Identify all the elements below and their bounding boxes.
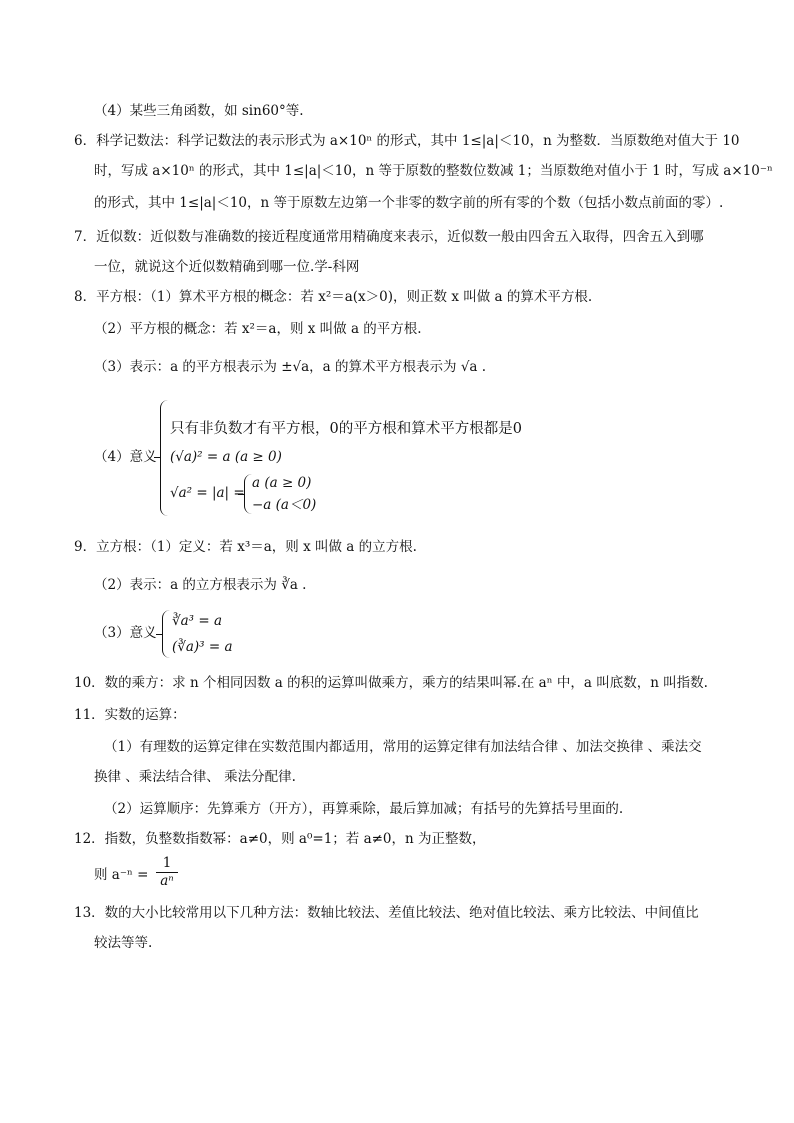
item-8-notation: （3）表示：a 的平方根表示为 ±√a，a 的算术平方根表示为 √a .	[94, 359, 487, 375]
meaning-line-1: 只有非负数才有平方根，0的平方根和算术平方根都是0	[170, 421, 522, 437]
meaning-line-2: (√a)² = a (a ≥ 0)	[170, 449, 282, 465]
cube-meaning-2: (∛a)³ = a	[172, 639, 233, 655]
fraction-numerator: 1	[162, 855, 172, 871]
item-6-line-2: 时，写成 a×10ⁿ 的形式，其中 1≤|a|＜10，n 等于原数的整数位数减 1；当原数绝对值小于 1 时，写成 a×10⁻ⁿ	[94, 163, 773, 179]
item-6-scientific-notation: 6．科学记数法：科学记数法的表示形式为 a×10ⁿ 的形式，其中 1≤|a|＜10，n 为整数．当原数绝对值大于 10	[74, 133, 740, 149]
item-12-exponents: 12．指数，负整数指数幂：a≠0，则 a⁰=1；若 a≠0，n 为正整数，	[74, 831, 486, 847]
cube-brace-tip	[156, 634, 162, 635]
item-11-laws: （1）有理数的运算定律在实数范围内都适用，常用的运算定律有加法结合律 、加法交换律 、乘法交	[104, 739, 702, 755]
meaning-brace-tip	[154, 457, 160, 458]
meaning-line-3: √a² = |a| =	[170, 485, 245, 501]
abs-brace-tip	[238, 494, 244, 495]
abs-case-1: a (a ≥ 0)	[252, 475, 312, 491]
item-6-line-3: 的形式，其中 1≤|a|＜10，n 等于原数左边第一个非零的数字前的所有零的个数（包括小数点前面的零）.	[94, 195, 724, 211]
item-7-line-2: 一位，就说这个近似数精确到哪一位.学-科网	[94, 259, 360, 275]
fraction-denominator: aⁿ	[160, 873, 174, 889]
item-11-real-ops: 11．实数的运算：	[74, 707, 186, 723]
item-8-meaning-label: （4）意义	[94, 449, 157, 465]
item-9-notation: （2）表示：a 的立方根表示为 ∛a .	[94, 577, 307, 593]
abs-case-2: −a (a＜0)	[252, 497, 317, 513]
item-13-line-2: 较法等等.	[94, 935, 153, 951]
item-7-approximate-numbers: 7．近似数：近似数与准确数的接近程度通常用精确度来表示，近似数一般由四舍五入取得，四舍五入到哪	[74, 229, 704, 245]
cube-meaning-1: ∛a³ = a	[172, 613, 223, 629]
item-11-order: （2）运算顺序：先算乘方（开方），再算乘除，最后算加减；有括号的先算括号里面的.	[104, 801, 624, 817]
item-9-meaning-label: （3）意义	[94, 625, 157, 641]
item-8-square-root-concept: （2）平方根的概念：若 x²＝a，则 x 叫做 a 的平方根.	[94, 321, 422, 337]
item-12-formula-prefix: 则 a⁻ⁿ =	[94, 867, 149, 883]
item-8-square-root: 8．平方根：（1）算术平方根的概念：若 x²＝a(x＞0)，则正数 x 叫做 a 的算术平方根.	[74, 289, 593, 305]
item-9-cube-root: 9．立方根：（1）定义：若 x³＝a，则 x 叫做 a 的立方根.	[74, 539, 417, 555]
item-10-power: 10．数的乘方：求 n 个相同因数 a 的积的运算叫做乘方，乘方的结果叫幂.在 aⁿ 中，a 叫底数，n 叫指数.	[74, 675, 708, 691]
item-trig-functions: （4）某些三角函数，如 sin60°等.	[94, 103, 304, 119]
item-13-comparison: 13．数的大小比较常用以下几种方法：数轴比较法、差值比较法、绝对值比较法、乘方比较法、中间值比	[74, 905, 699, 921]
item-12-fraction	[156, 856, 178, 889]
item-11-laws-line-2: 换律 、乘法结合律、 乘法分配律.	[94, 769, 296, 785]
